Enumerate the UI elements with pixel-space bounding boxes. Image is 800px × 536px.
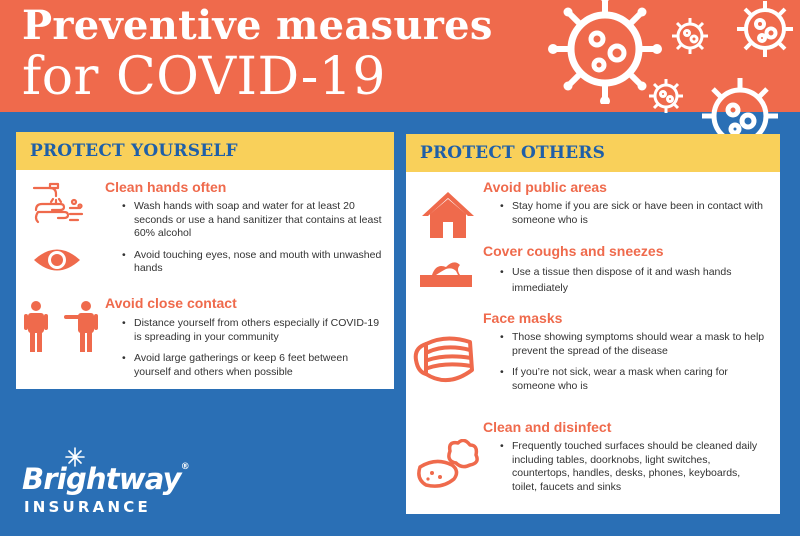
list-item: • Avoid touching eyes, nose and mouth with unwashed hands xyxy=(120,249,382,276)
tissue-box-icon xyxy=(416,257,476,289)
clean-disinfect-list xyxy=(498,440,766,502)
protect-yourself-panel xyxy=(16,132,394,389)
logo-registered: ® xyxy=(180,462,189,472)
virus-icon-small xyxy=(668,14,712,58)
list-item: • Distance yourself from others especially if COVID-19 is spreading in your community xyxy=(120,317,382,344)
house-icon xyxy=(420,190,476,240)
protect-yourself-heading: PROTECT YOURSELF xyxy=(30,141,238,161)
face-masks-title: Face masks xyxy=(483,310,563,326)
protect-yourself-header xyxy=(16,132,394,170)
protect-others-header xyxy=(406,134,780,172)
close-contact-list xyxy=(120,317,382,387)
list-item: • Wash hands with soap and water for at least 20 seconds or use a hand sanitizer that contains at least 60% alcohol xyxy=(120,200,382,241)
eye-icon xyxy=(32,245,82,275)
cover-coughs-list xyxy=(498,264,766,304)
logo-subtitle: INSURANCE xyxy=(24,498,151,516)
protect-others-panel xyxy=(406,134,780,514)
avoid-public-list xyxy=(498,200,766,235)
virus-icon-medium xyxy=(732,0,798,62)
list-item: • Avoid large gatherings or keep 6 feet between yourself and others when possible xyxy=(120,352,382,379)
list-item: • Use a tissue then dispose of it and wash hands immediately xyxy=(498,264,766,296)
list-item: • Those showing symptoms should wear a mask to help prevent the spread of the disease xyxy=(498,331,766,358)
list-item: • Stay home if you are sick or have been in contact with someone who is xyxy=(498,200,766,227)
clean-hands-title: Clean hands often xyxy=(105,179,227,195)
virus-icon-tiny xyxy=(644,74,688,118)
brightway-logo xyxy=(22,452,192,522)
protect-others-heading: PROTECT OTHERS xyxy=(420,143,606,163)
social-distance-icon xyxy=(24,300,100,356)
handwashing-icon xyxy=(30,178,86,228)
close-contact-title: Avoid close contact xyxy=(105,295,237,311)
clean-hands-list xyxy=(120,200,382,284)
cover-coughs-title: Cover coughs and sneezes xyxy=(483,243,664,259)
clean-disinfect-title: Clean and disinfect xyxy=(483,419,612,435)
face-masks-list xyxy=(498,331,766,401)
list-item: • Frequently touched surfaces should be cleaned daily including tables, doorknobs, light switches, countertops, handles, desks, phones, keyboards, toilet, faucets and sinks xyxy=(498,440,766,494)
list-item: • If you’re not sick, wear a mask when caring for someone who is xyxy=(498,366,766,393)
avoid-public-title: Avoid public areas xyxy=(483,179,607,195)
face-mask-icon xyxy=(412,330,480,390)
sponge-icon xyxy=(414,439,480,489)
page-title-line2: for COVID-19 xyxy=(22,47,386,107)
logo-wordmark xyxy=(22,462,189,496)
logo-name: Brightway xyxy=(22,462,181,496)
page-title-line1: Preventive measures xyxy=(22,2,493,49)
